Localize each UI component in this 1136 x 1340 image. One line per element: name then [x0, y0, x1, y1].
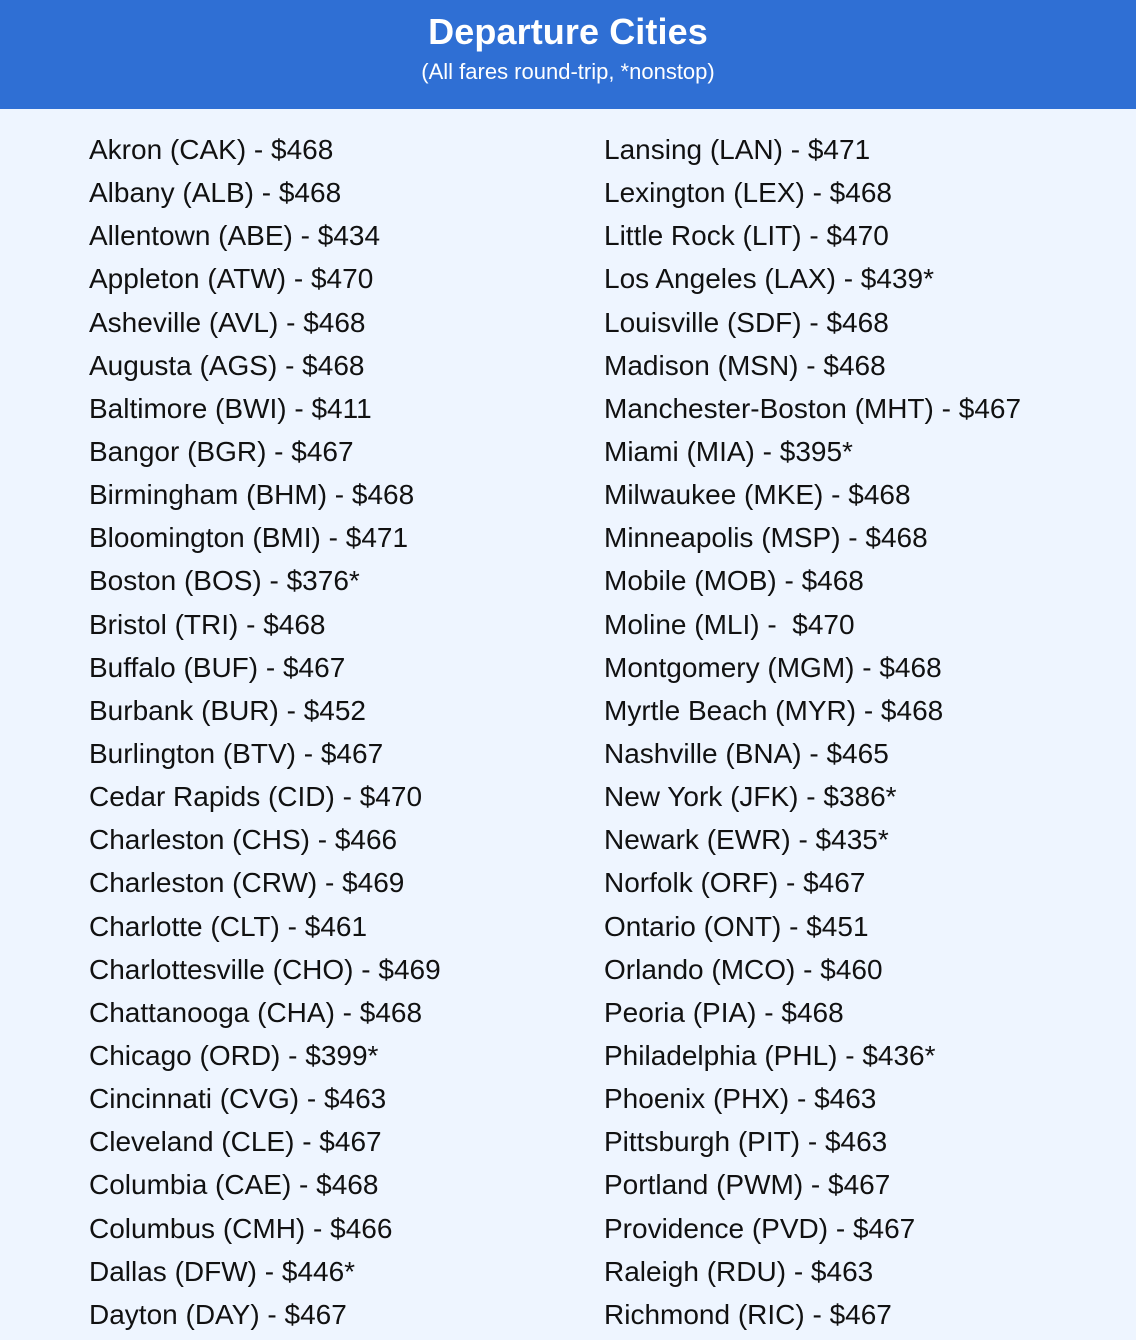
city-list-item: Bangor (BGR) - $467	[89, 435, 354, 467]
city-list-right	[604, 128, 1124, 1336]
city-list-item: Peoria (PIA) - $468	[604, 996, 844, 1028]
city-list-item: Newark (EWR) - $435*	[604, 824, 889, 856]
city-list-item: Minneapolis (MSP) - $468	[604, 522, 928, 554]
city-list-item: Augusta (AGS) - $468	[89, 349, 365, 381]
city-list-left	[89, 128, 559, 1336]
city-list-item: Providence (PVD) - $467	[604, 1212, 916, 1244]
city-list-item: Miami (MIA) - $395*	[604, 435, 853, 467]
city-list-item: Albany (ALB) - $468	[89, 177, 342, 209]
city-list-item: Burbank (BUR) - $452	[89, 694, 367, 726]
city-list-item: Mobile (MOB) - $468	[604, 565, 864, 597]
city-list-item: Birmingham (BHM) - $468	[89, 479, 415, 511]
page-header	[0, 0, 1136, 109]
city-list-item: Chattanooga (CHA) - $468	[89, 996, 423, 1028]
city-list-item: Baltimore (BWI) - $411	[89, 392, 372, 424]
city-list-item: Raleigh (RDU) - $463	[604, 1255, 874, 1287]
city-list-item: Myrtle Beach (MYR) - $468	[604, 694, 944, 726]
city-list-item: Manchester-Boston (MHT) - $467	[604, 392, 1022, 424]
city-list-item: Nashville (BNA) - $465	[604, 737, 889, 769]
city-list-item: Burlington (BTV) - $467	[89, 737, 384, 769]
city-list-item: Moline (MLI) - $470	[604, 608, 855, 640]
city-list-item: Lexington (LEX) - $468	[604, 177, 892, 209]
city-list-item: Richmond (RIC) - $467	[604, 1298, 892, 1330]
city-list-item: Norfolk (ORF) - $467	[604, 867, 866, 899]
city-list-item: Los Angeles (LAX) - $439*	[604, 263, 934, 295]
city-list-item: Buffalo (BUF) - $467	[89, 651, 346, 683]
city-list-item: Appleton (ATW) - $470	[89, 263, 374, 295]
city-list-item: Dallas (DFW) - $446*	[89, 1255, 356, 1287]
city-list-item: Milwaukee (MKE) - $468	[604, 479, 911, 511]
city-list-item: Louisville (SDF) - $468	[604, 306, 889, 338]
city-list-item: Lansing (LAN) - $471	[604, 134, 871, 165]
city-list-item: Little Rock (LIT) - $470	[604, 220, 889, 252]
city-list-item: Charlottesville (CHO) - $469	[89, 953, 441, 985]
city-list-item: Portland (PWM) - $467	[604, 1169, 891, 1201]
city-list-item: Madison (MSN) - $468	[604, 349, 886, 381]
city-list-item: Charleston (CRW) - $469	[89, 867, 405, 899]
page-title: Departure Cities	[428, 11, 708, 52]
city-list-item: Cincinnati (CVG) - $463	[89, 1083, 387, 1115]
city-list-item: New York (JFK) - $386*	[604, 781, 897, 813]
city-list-item: Allentown (ABE) - $434	[89, 220, 381, 252]
city-list-item: Montgomery (MGM) - $468	[604, 651, 942, 683]
city-list-item: Cleveland (CLE) - $467	[89, 1126, 382, 1158]
city-list-item: Phoenix (PHX) - $463	[604, 1083, 877, 1115]
city-list-item: Ontario (ONT) - $451	[604, 910, 869, 942]
city-list-item: Akron (CAK) - $468	[89, 134, 334, 165]
city-list-item: Asheville (AVL) - $468	[89, 306, 366, 338]
city-list-item: Charleston (CHS) - $466	[89, 824, 398, 856]
city-list-item: Chicago (ORD) - $399*	[89, 1039, 379, 1071]
city-list-item: Bristol (TRI) - $468	[89, 608, 326, 640]
city-list-item: Dayton (DAY) - $467	[89, 1298, 347, 1330]
city-list-item: Bloomington (BMI) - $471	[89, 522, 409, 554]
city-list-item: Orlando (MCO) - $460	[604, 953, 883, 985]
city-list-item: Pittsburgh (PIT) - $463	[604, 1126, 888, 1158]
city-list-item: Charlotte (CLT) - $461	[89, 910, 368, 942]
city-list-item: Columbus (CMH) - $466	[89, 1212, 393, 1244]
page-subtitle: (All fares round-trip, *nonstop)	[421, 59, 715, 84]
city-list-item: Philadelphia (PHL) - $436*	[604, 1039, 936, 1071]
city-list-item: Columbia (CAE) - $468	[89, 1169, 379, 1201]
city-list-item: Cedar Rapids (CID) - $470	[89, 781, 423, 813]
city-list-item: Boston (BOS) - $376*	[89, 565, 360, 597]
city-list-area	[0, 109, 1136, 1340]
